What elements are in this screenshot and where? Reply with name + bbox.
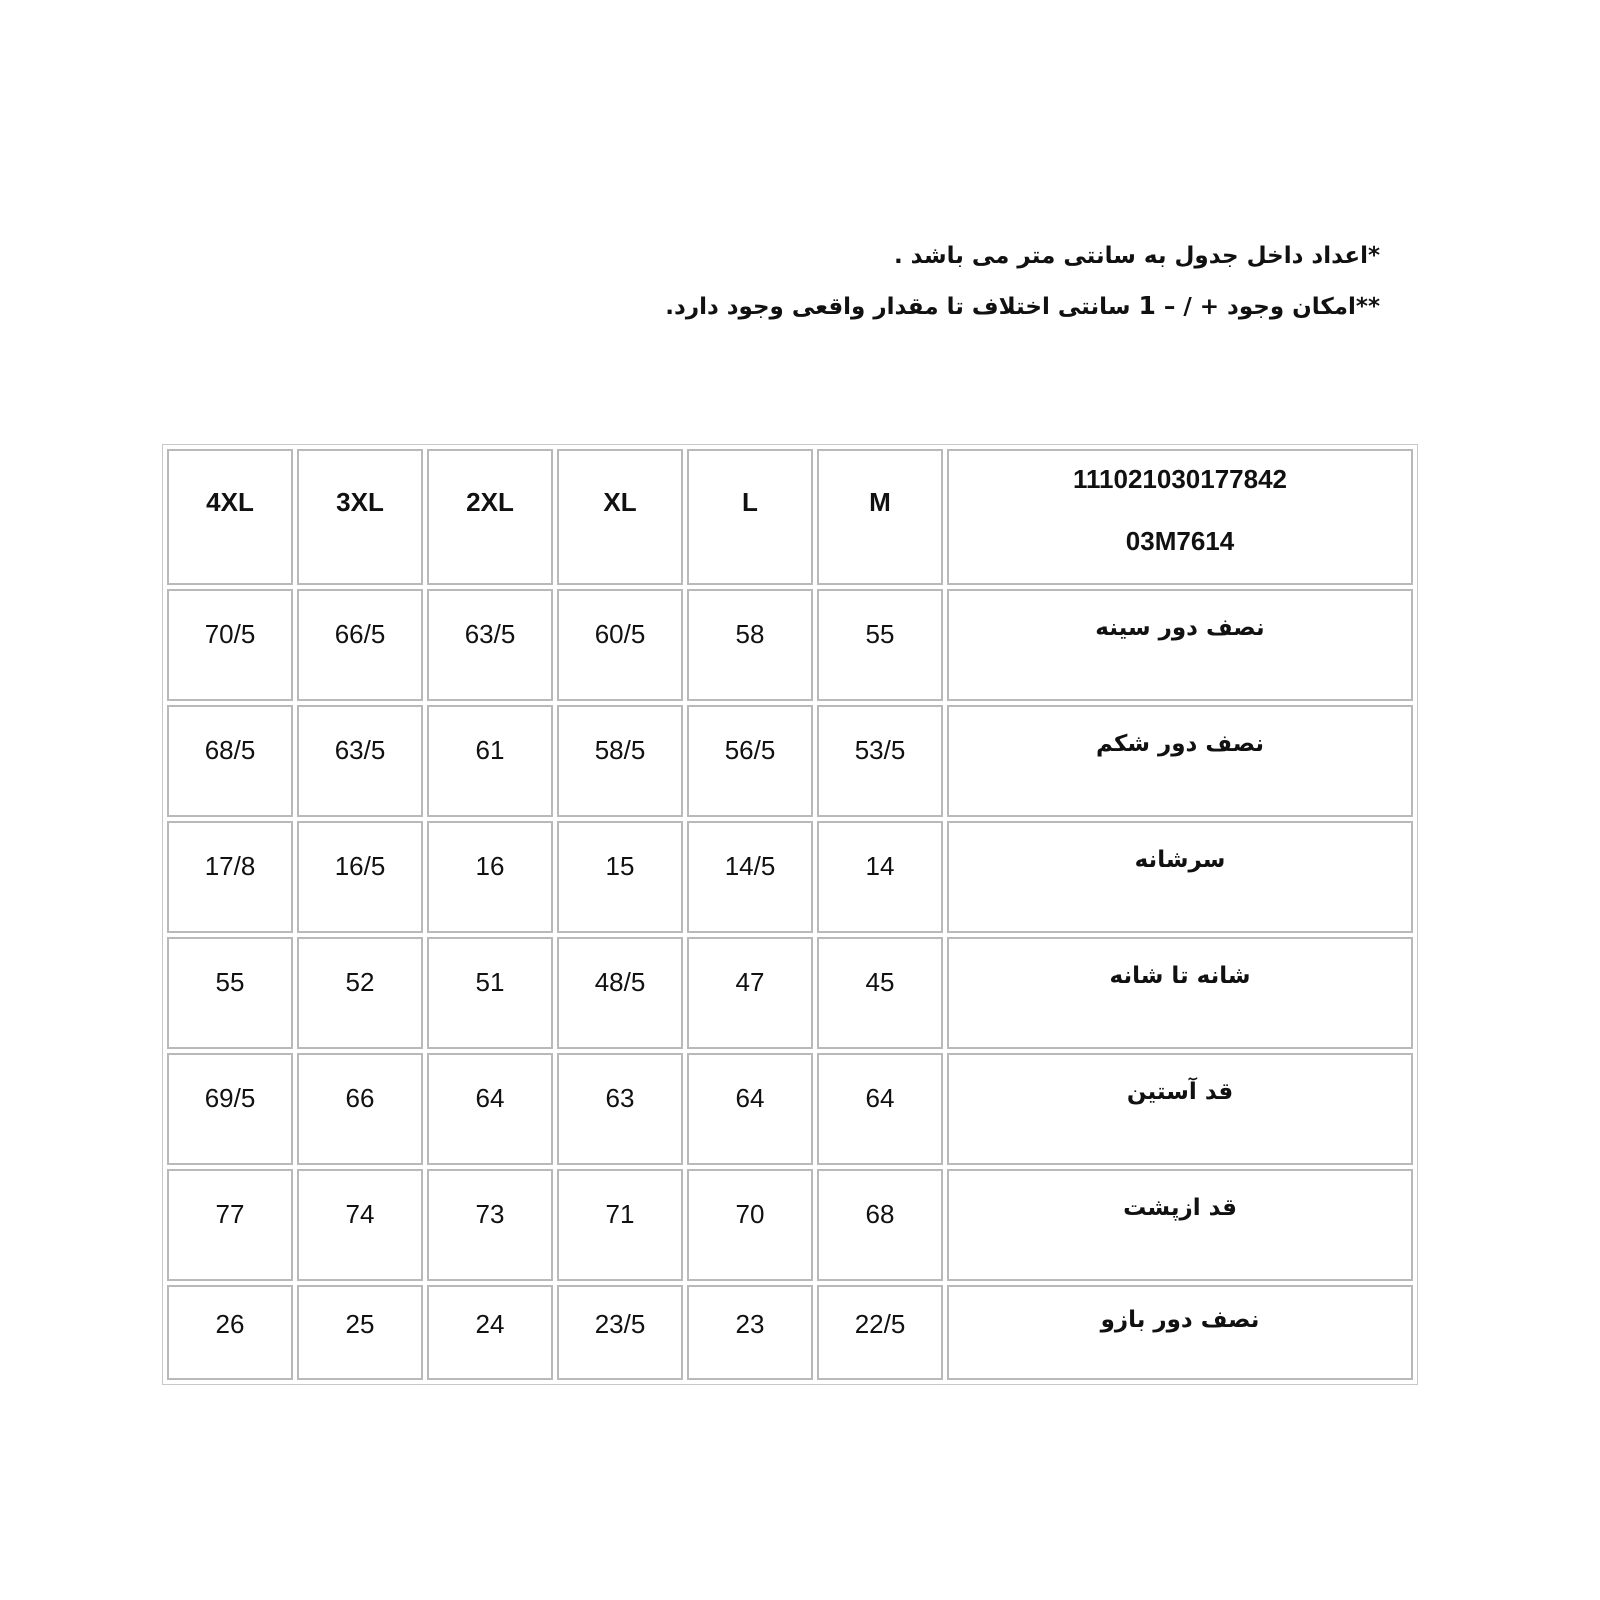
table-cell: 63/5: [297, 705, 423, 817]
table-cell: 25: [297, 1285, 423, 1380]
table-cell: 22/5: [817, 1285, 943, 1380]
row-label: شانه تا شانه: [947, 937, 1413, 1049]
table-cell: 47: [687, 937, 813, 1049]
table-cell: 73: [427, 1169, 553, 1281]
table-cell: 16: [427, 821, 553, 933]
model-code: 03M7614: [1125, 526, 1235, 556]
table-cell: 16/5: [297, 821, 423, 933]
table-cell: 17/8: [167, 821, 293, 933]
table-cell: 24: [427, 1285, 553, 1380]
size-table: [163, 445, 1417, 1384]
table-cell: 70: [687, 1169, 813, 1281]
header-row: [167, 449, 1413, 585]
table-cell: 14: [817, 821, 943, 933]
size-header-l: L: [687, 449, 813, 585]
product-code: 111021030177842: [1072, 464, 1288, 494]
size-header-2xl: 2XL: [427, 449, 553, 585]
table-cell: 69/5: [167, 1053, 293, 1165]
table-cell: 53/5: [817, 705, 943, 817]
row-label: نصف دور شکم: [947, 705, 1413, 817]
note-tolerance-number: 1: [1138, 291, 1156, 320]
table-cell: 70/5: [167, 589, 293, 701]
table-cell: 51: [427, 937, 553, 1049]
table-cell: 55: [817, 589, 943, 701]
table-cell: 74: [297, 1169, 423, 1281]
table-row: [167, 1053, 1413, 1165]
row-label: قد آستین: [947, 1053, 1413, 1165]
table-cell: 58/5: [557, 705, 683, 817]
table-cell: 66: [297, 1053, 423, 1165]
notes: [580, 240, 1380, 340]
table-row: [167, 705, 1413, 817]
row-label: نصف دور سینه: [947, 589, 1413, 701]
table-row: [167, 1285, 1413, 1380]
row-label: قد ازپشت: [947, 1169, 1413, 1281]
table-cell: 14/5: [687, 821, 813, 933]
table-cell: 64: [427, 1053, 553, 1165]
table-cell: 60/5: [557, 589, 683, 701]
size-header-4xl: 4XL: [167, 449, 293, 585]
table-cell: 66/5: [297, 589, 423, 701]
table-cell: 64: [817, 1053, 943, 1165]
table-cell: 48/5: [557, 937, 683, 1049]
size-header-xl: XL: [557, 449, 683, 585]
table-row: [167, 821, 1413, 933]
table-cell: 23: [687, 1285, 813, 1380]
note-tolerance: [580, 290, 1380, 340]
table-cell: 23/5: [557, 1285, 683, 1380]
row-label: نصف دور بازو: [947, 1285, 1413, 1380]
row-label: سرشانه: [947, 821, 1413, 933]
note-tolerance-end: سانتی اختلاف تا مقدار واقعی وجود دارد.: [665, 294, 1139, 320]
table-cell: 58: [687, 589, 813, 701]
table-row: [167, 937, 1413, 1049]
note-units: *اعداد داخل جدول به سانتی متر می باشد .: [893, 243, 1380, 269]
table-cell: 71: [557, 1169, 683, 1281]
table-cell: 68: [817, 1169, 943, 1281]
table-cell: 64: [687, 1053, 813, 1165]
table-cell: 15: [557, 821, 683, 933]
size-header-m: M: [817, 449, 943, 585]
table-cell: 56/5: [687, 705, 813, 817]
table-row: [167, 1169, 1413, 1281]
table-cell: 63/5: [427, 589, 553, 701]
table-cell: 26: [167, 1285, 293, 1380]
table-cell: 61: [427, 705, 553, 817]
size-header-3xl: 3XL: [297, 449, 423, 585]
table-cell: 77: [167, 1169, 293, 1281]
table-cell: 45: [817, 937, 943, 1049]
note-tolerance-start: **امکان وجود + / –: [1155, 294, 1380, 320]
table-cell: 55: [167, 937, 293, 1049]
table-row: [167, 589, 1413, 701]
table-cell: 63: [557, 1053, 683, 1165]
table-cell: 68/5: [167, 705, 293, 817]
product-code-cell: [947, 449, 1413, 585]
table-cell: 52: [297, 937, 423, 1049]
